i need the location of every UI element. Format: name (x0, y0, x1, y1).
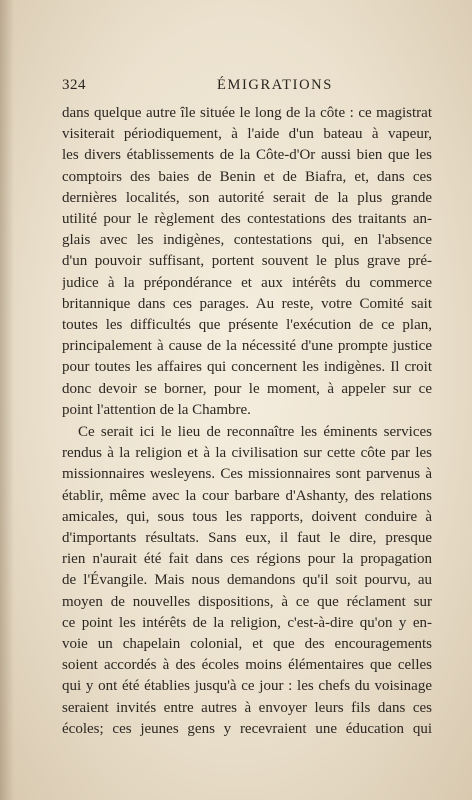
text-line: utilité pour le règlement des contestations des traitants an- (62, 211, 432, 228)
text-line: rendus à la religion et à la civilisation sur cette côte par les (62, 445, 432, 462)
text-line: soient accordés à des écoles moins élémentaires que celles (62, 657, 432, 674)
text-line: ce point les intérêts de la religion, c'est-à-dire qu'on y en- (62, 614, 432, 631)
page-gutter-shadow (0, 0, 14, 800)
text-line: seraient invités entre autres à envoyer leurs fils dans ces (62, 699, 432, 716)
body-text (62, 103, 432, 740)
text-line: qui y ont été établies jusqu'à ce jour : les chefs du voisinage (62, 678, 432, 695)
text-line: moyen de nouvelles dispositions, à ce que réclament sur (62, 593, 432, 610)
text-line: pour toutes les affaires qui concernent les indigènes. Il croit (62, 359, 432, 376)
text-line: de l'Évangile. Mais nous demandons qu'il soit pourvu, au (62, 572, 432, 589)
text-line: toutes les difficultés que présente l'exécution de ce plan, (62, 317, 432, 334)
text-line: rien n'aurait été fait dans ces régions pour la propagation (62, 551, 432, 568)
text-line: dans quelque autre île située le long de la côte : ce magistrat (62, 105, 432, 121)
text-line: les divers établissements de la Côte-d'Or aussi bien que les (62, 147, 432, 164)
text-line: établir, même avec la cour barbare d'Ashanty, des relations (62, 487, 432, 504)
text-line: amicales, qui, sous tous les rapports, doivent conduire à (62, 508, 432, 525)
text-line: d'un pouvoir suffisant, portent souvent le plus grave pré- (62, 253, 432, 270)
paragraph-1 (62, 103, 432, 421)
text-line: comptoirs des baies de Benin et de Biafra, et, dans ces (62, 168, 432, 185)
page-number: 324 (62, 77, 86, 93)
page-header (62, 77, 432, 97)
text-line: missionnaires wesleyens. Ces missionnaires sont parvenus à (62, 466, 432, 483)
text-line: visiterait périodiquement, à l'aide d'un bateau à vapeur, (62, 126, 432, 143)
text-line: principalement à cause de la nécessité d'une prompte justice (62, 338, 432, 355)
text-line: dernières localités, son autorité serait de la plus grande (62, 189, 432, 206)
running-title: ÉMIGRATIONS (217, 77, 333, 93)
text-line: donc devoir se borner, pour le moment, à appeler sur ce (62, 380, 432, 397)
text-line: britannique dans ces parages. Au reste, votre Comité sait (62, 295, 432, 312)
text-line: judice à la prépondérance et aux intérêts du commerce (62, 274, 432, 291)
text-line: Ce serait ici le lieu de reconnaître les éminents services (78, 424, 432, 441)
text-line: écoles; ces jeunes gens y recevraient une éducation qui (62, 720, 432, 737)
text-line: d'importants résultats. Sans eux, il faut le dire, presque (62, 530, 432, 547)
paragraph-2 (62, 422, 432, 740)
text-line: glais avec les indigènes, contestations qui, en l'absence (62, 232, 432, 249)
text-line: point l'attention de la Chambre. (62, 401, 251, 418)
text-line: voie un chapelain colonial, et que des encouragements (62, 636, 432, 653)
